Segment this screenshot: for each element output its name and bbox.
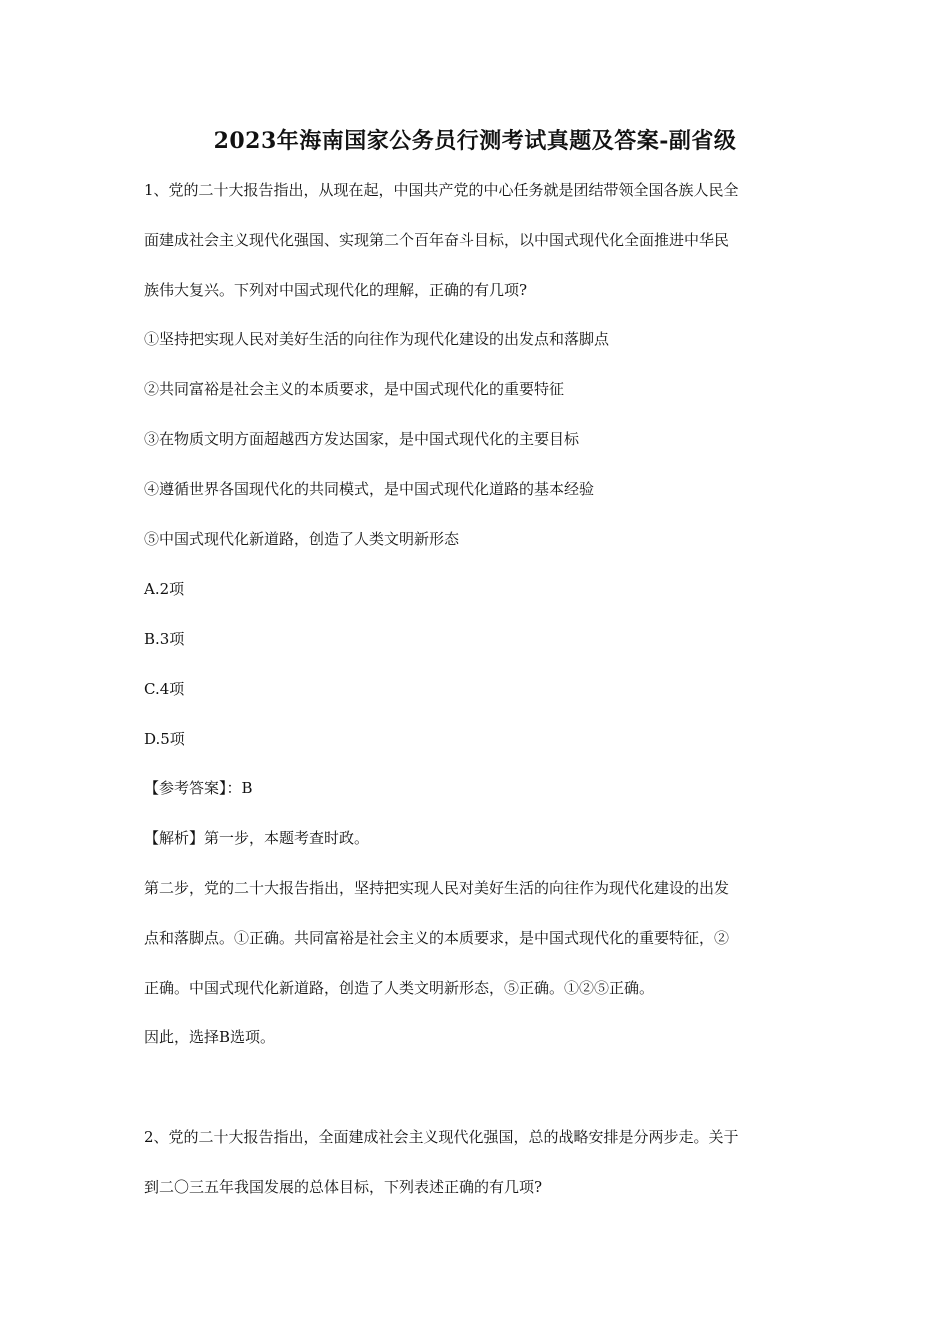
question-1-stem-line-1: 1、党的二十大报告指出，从现在起，中国共产党的中心任务就是团结带领全国各族人民全 (144, 181, 739, 199)
question-1-statement-1: ①坚持把实现人民对美好生活的向往作为现代化建设的出发点和落脚点 (144, 330, 610, 348)
question-1-stem-line-3: 族伟大复兴。下列对中国式现代化的理解，正确的有几项? (144, 281, 528, 299)
question-1-option-b: B.3项 (144, 630, 185, 648)
question-2-stem-line-1: 2、党的二十大报告指出，全面建成社会主义现代化强国，总的战略安排是分两步走。关于 (144, 1128, 739, 1146)
question-2-stem-line-2: 到二〇三五年我国发展的总体目标，下列表述正确的有几项? (144, 1178, 543, 1196)
question-1-option-c: C.4项 (144, 680, 185, 698)
question-1-stem-line-2: 面建成社会主义现代化强国、实现第二个百年奋斗目标，以中国式现代化全面推进中华民 (144, 231, 730, 249)
question-1-option-a: A.2项 (144, 580, 185, 598)
question-1-analysis-line-4: 正确。中国式现代化新道路，创造了人类文明新形态，⑤正确。①②⑤正确。 (144, 979, 655, 997)
question-1-statement-3: ③在物质文明方面超越西方发达国家，是中国式现代化的主要目标 (144, 430, 580, 448)
question-1-answer: 【参考答案】：B (144, 779, 253, 797)
question-1-statement-4: ④遵循世界各国现代化的共同模式，是中国式现代化道路的基本经验 (144, 480, 595, 498)
question-1-statement-2: ②共同富裕是社会主义的本质要求，是中国式现代化的重要特征 (144, 380, 565, 398)
question-1-statement-5: ⑤中国式现代化新道路，创造了人类文明新形态 (144, 530, 460, 548)
question-1-analysis-line-2: 第二步，党的二十大报告指出，坚持把实现人民对美好生活的向往作为现代化建设的出发 (144, 879, 730, 897)
document-title: 2023年海南国家公务员行测考试真题及答案-副省级 (213, 128, 737, 154)
question-1-option-d: D.5项 (144, 730, 185, 748)
question-1-analysis-line-5: 因此，选择B选项。 (144, 1028, 276, 1046)
question-1-analysis-line-3: 点和落脚点。①正确。共同富裕是社会主义的本质要求，是中国式现代化的重要特征，② (144, 929, 730, 947)
question-1-analysis-line-1: 【解析】第一步，本题考查时政。 (144, 829, 370, 847)
